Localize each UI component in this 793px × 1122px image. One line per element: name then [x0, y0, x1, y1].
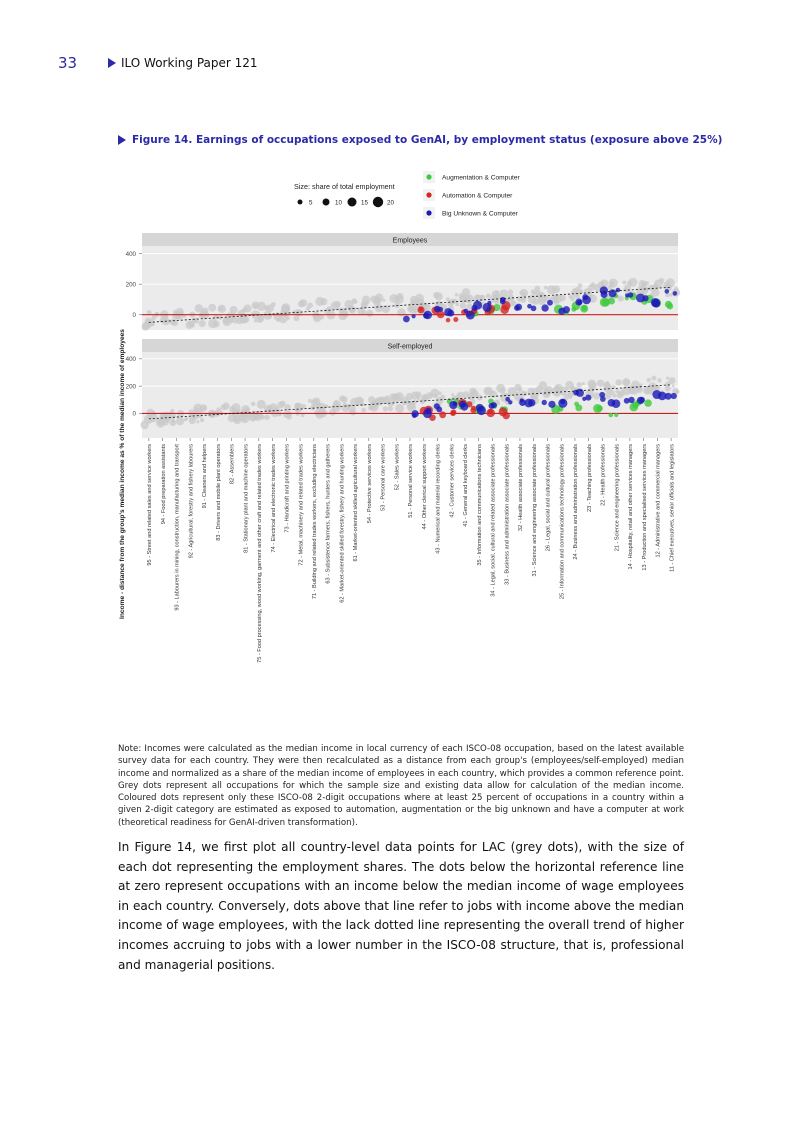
grey-dot — [299, 299, 307, 307]
grey-dot — [537, 297, 545, 305]
grey-dot — [647, 378, 652, 383]
grey-dot — [249, 413, 257, 421]
y-tick-label: 200 — [125, 383, 136, 391]
automation-dot — [453, 317, 458, 322]
x-tick-label: 11 - Chief executives, senior officials and legislators — [669, 444, 676, 572]
grey-dot — [672, 384, 675, 387]
x-tick-label: 73 - Handicraft and printing workers — [284, 444, 291, 533]
grey-dot — [576, 382, 581, 387]
augmentation-dot — [571, 307, 576, 312]
big_unknown-dot — [403, 316, 410, 323]
grey-dot — [243, 307, 248, 312]
big_unknown-dot — [412, 314, 416, 318]
grey-dot — [494, 300, 499, 305]
x-tick-label: 25 - Information and communications technology professionals — [559, 444, 566, 600]
figure-title-text: Figure 14. Earnings of occupations exposed to GenAI, by employment status (exposure above 25%) — [132, 134, 723, 146]
grey-dot — [618, 295, 624, 301]
augmentation-dot — [614, 413, 618, 417]
grey-dot — [496, 384, 505, 393]
grey-dot — [553, 389, 561, 397]
big_unknown-dot — [528, 399, 535, 406]
grey-dot — [569, 295, 573, 299]
grey-dot — [657, 378, 661, 382]
automation-dot — [446, 318, 451, 323]
grey-dot — [350, 409, 356, 415]
big_unknown-dot — [608, 289, 616, 297]
grey-dot — [589, 385, 596, 392]
grey-dot — [560, 295, 566, 301]
augmentation-dot — [667, 303, 673, 309]
size-legend-label: 10 — [335, 199, 342, 207]
grey-dot — [361, 403, 365, 407]
grey-dot — [609, 390, 614, 395]
x-tick-label: 54 - Protective services workers — [366, 444, 373, 524]
grey-dot — [296, 310, 303, 317]
grey-dot — [475, 295, 479, 299]
body-paragraph: In Figure 14, we first plot all country-level data points for LAC (grey dots), with the size of each dot representing the employment shares. The dots below the horizontal reference line at zero represent occupations with an income below the median income of wage employees in each country. Conversely, dots above that line refer to jobs with income above the median income of wage employees, with the lack dotted line representing the overall trend of higher incomes accruing to jobs with a lower number in the ISCO-08 structure, that is, professional and managerial positions. — [118, 840, 684, 972]
grey-dot — [388, 406, 393, 411]
x-tick-label: 75 - Food processing, wood working, garment and other craft and related trades workers — [257, 444, 264, 663]
size-legend-dot — [348, 198, 357, 207]
big_unknown-dot — [673, 291, 678, 296]
x-tick-label: 93 - Labourers in mining, construction, manufacturing and transport — [174, 444, 181, 611]
automation-dot — [439, 411, 446, 418]
grey-dot — [301, 404, 306, 409]
x-tick-label: 26 - Legal, social and cultural professionals — [545, 444, 552, 552]
big_unknown-dot — [548, 401, 555, 408]
grey-dot — [627, 281, 632, 286]
grey-dot — [264, 415, 269, 420]
grey-dot — [366, 310, 373, 317]
grey-dot — [280, 401, 286, 407]
grey-dot — [396, 298, 400, 302]
big_unknown-dot — [585, 395, 591, 401]
x-tick-label: 74 - Electrical and electronic trades workers — [270, 444, 277, 553]
big_unknown-dot — [639, 397, 645, 403]
x-tick-label: 95 - Street and related sales and service workers — [147, 444, 154, 566]
grey-dot — [257, 316, 264, 323]
y-tick-label: 400 — [125, 356, 136, 364]
x-tick-label: 41 - General and keyboard clerks — [463, 444, 470, 527]
grey-dot — [145, 317, 152, 324]
x-tick-label: 12 - Administrative and commercial managers — [655, 444, 662, 558]
x-tick-label: 92 - Agricultural, forestry and fishery labourers — [188, 444, 195, 559]
grey-dot — [200, 418, 204, 422]
grey-dot — [283, 306, 290, 313]
x-tick-label: 63 - Subsistence farmers, fishers, hunters and gatherers — [325, 444, 332, 584]
big_unknown-dot — [411, 410, 418, 417]
big_unknown-dot — [547, 300, 553, 306]
x-tick-label: 94 - Food preparation assistants — [160, 444, 167, 525]
automation-dot — [471, 406, 476, 411]
grey-dot — [279, 314, 288, 323]
grey-dot — [521, 391, 526, 396]
big_unknown-dot — [582, 296, 591, 305]
grey-dot — [438, 391, 442, 395]
x-tick-label: 44 - Other clerical support workers — [421, 444, 428, 530]
grey-dot — [368, 396, 375, 403]
grey-dot — [651, 376, 656, 381]
automation-dot — [499, 407, 508, 416]
figure-note: Note: Incomes were calculated as the median income in local currency of each ISCO-08 occupation, based on the latest available survey data for each country. They were then recalculated as a distance from each group's (employees/self-employed) median income and normalized as a share of the median income of employees in each country, which provides a common reference point. Grey dots represent all occupations for which the sample size and existing data allow for calculation of the median income. Coloured dots represent only these ISCO-08 2-digit occupations where at least 25 percent of occupations in a country within a given 2-digit category are estimated as exposed to automation, augmentation or the big unknown and have a computer at work (theoretical readiness for GenAI-driven transformation). — [118, 744, 684, 828]
grey-dot — [666, 376, 669, 379]
big_unknown-dot — [628, 397, 634, 403]
grey-dot — [615, 379, 622, 386]
legend-label: Big Unknown & Computer — [442, 210, 518, 218]
grey-dot — [389, 393, 396, 400]
x-tick-label: 72 - Metal, machinery and related trades workers — [298, 444, 305, 566]
grey-dot — [460, 302, 466, 308]
big_unknown-dot — [514, 305, 520, 311]
grey-dot — [417, 397, 420, 400]
x-tick-label: 42 - Customer services clerks — [449, 444, 456, 518]
big_unknown-dot — [476, 404, 484, 412]
big_unknown-dot — [665, 289, 670, 294]
grey-dot — [486, 293, 491, 298]
grey-dot — [361, 408, 366, 413]
grey-dot — [480, 295, 484, 299]
y-tick-label: 200 — [125, 281, 136, 289]
grey-dot — [208, 304, 216, 312]
grey-dot — [414, 391, 421, 398]
legend-label: Augmentation & Computer — [442, 174, 520, 182]
grey-dot — [470, 390, 479, 399]
running-header — [108, 56, 258, 70]
legend-label: Automation & Computer — [442, 192, 513, 200]
x-tick-label: 14 - Hospitality, retail and other services managers — [628, 444, 635, 570]
y-tick-label: 0 — [132, 311, 136, 319]
grey-dot — [517, 387, 522, 392]
grey-dot — [151, 322, 155, 326]
size-legend-label: 15 — [361, 199, 368, 207]
big_unknown-dot — [665, 393, 672, 400]
grey-dot — [394, 302, 400, 308]
x-tick-label: 61 - Market-oriented skilled agricultural workers — [353, 444, 360, 562]
big_unknown-dot — [600, 286, 608, 294]
big_unknown-dot — [508, 400, 512, 404]
grey-dot — [341, 396, 347, 402]
grey-dot — [508, 289, 513, 294]
x-tick-label: 62 - Market-oriented skilled forestry, fishery and hunting workers — [339, 444, 346, 603]
grey-dot — [184, 418, 188, 422]
grey-dot — [455, 293, 459, 297]
big_unknown-dot — [520, 398, 524, 402]
big_unknown-dot — [500, 299, 506, 305]
figure-chart — [112, 168, 682, 728]
automation-dot — [450, 410, 456, 416]
grey-dot — [407, 306, 412, 311]
augmentation-dot — [644, 399, 652, 407]
big_unknown-dot — [671, 393, 677, 399]
figure-title — [118, 134, 722, 146]
big_unknown-dot — [434, 403, 440, 409]
grey-dot — [451, 393, 454, 396]
grey-dot — [196, 420, 199, 423]
grey-dot — [462, 288, 470, 296]
x-tick-label: 33 - Business and administration associate professionals — [504, 444, 511, 585]
size-legend-title: Size: share of total employment — [294, 182, 395, 191]
grey-dot — [368, 405, 373, 410]
big_unknown-dot — [576, 389, 584, 397]
x-tick-label: 32 - Health associate professionals — [518, 444, 525, 532]
big_unknown-dot — [560, 399, 565, 404]
grey-dot — [435, 292, 443, 300]
grey-dot — [176, 417, 184, 425]
big_unknown-dot — [636, 293, 645, 302]
big_unknown-dot — [563, 306, 570, 313]
x-tick-label: 71 - Building and related trades workers, excluding electricians — [311, 444, 318, 600]
legend-color-dot — [426, 174, 431, 179]
y-tick-label: 0 — [132, 410, 136, 418]
x-tick-label: 31 - Science and engineering associate professionals — [531, 444, 538, 577]
grey-dot — [674, 287, 679, 292]
grey-dot — [622, 280, 626, 284]
header-title: ILO Working Paper 121 — [121, 56, 258, 70]
grey-dot — [198, 407, 203, 412]
page-number: 33 — [58, 54, 78, 72]
grey-dot — [609, 278, 618, 287]
augmentation-dot — [580, 305, 588, 313]
x-tick-label: 34 - Legal, social, cultural and related associate professionals — [490, 444, 497, 597]
panel-strip-label: Employees — [392, 237, 428, 245]
legend-color-dot — [426, 192, 431, 197]
grey-dot — [213, 320, 220, 327]
x-tick-label: 81 - Stationary plant and machine operators — [243, 444, 250, 553]
grey-dot — [338, 311, 347, 320]
grey-dot — [144, 415, 153, 424]
grey-dot — [170, 409, 174, 413]
grey-dot — [531, 289, 536, 294]
size-legend-dot — [323, 199, 330, 206]
grey-dot — [597, 380, 604, 387]
x-tick-label: 24 - Business and administration professionals — [573, 444, 580, 560]
grey-dot — [251, 402, 256, 407]
grey-dot — [574, 287, 582, 295]
big_unknown-dot — [453, 402, 457, 406]
grey-dot — [373, 298, 381, 306]
legend-color-dot — [426, 210, 431, 215]
grey-dot — [397, 308, 405, 316]
grey-dot — [539, 381, 547, 389]
augmentation-dot — [600, 298, 609, 307]
x-tick-label: 91 - Cleaners and helpers — [202, 444, 209, 509]
grey-dot — [648, 284, 654, 290]
grey-dot — [218, 306, 223, 311]
grey-dot — [175, 311, 184, 320]
grey-dot — [382, 299, 385, 302]
x-tick-label: 83 - Drivers and mobile plant operators — [215, 444, 222, 541]
grey-dot — [193, 318, 199, 324]
grey-dot — [604, 382, 610, 388]
grey-dot — [324, 308, 330, 314]
size-legend-dot — [373, 197, 383, 207]
y-tick-label: 400 — [125, 250, 136, 258]
y-axis-label: Income - distance from the group's median income as % of the median income of employees — [119, 329, 126, 619]
size-legend-label: 5 — [309, 199, 313, 207]
big_unknown-dot — [426, 407, 432, 413]
grey-dot — [213, 315, 218, 320]
grey-dot — [269, 315, 272, 318]
big_unknown-dot — [652, 299, 661, 308]
grey-dot — [199, 320, 206, 327]
x-tick-label: 35 - Information and communications technicians — [476, 444, 483, 566]
grey-dot — [395, 404, 404, 413]
big_unknown-dot — [491, 402, 497, 408]
x-tick-label: 21 - Science and engineering professionals — [614, 444, 621, 552]
x-tick-label: 51 - Personal service workers — [408, 444, 415, 518]
x-tick-label: 43 - Numerical and material recording clerks — [435, 444, 442, 554]
x-tick-label: 53 - Personal care workers — [380, 444, 387, 511]
grey-dot — [308, 399, 312, 403]
big_unknown-dot — [600, 396, 606, 402]
x-tick-label: 82 - Assemblers — [229, 444, 236, 485]
grey-dot — [286, 414, 291, 419]
grey-dot — [666, 278, 675, 287]
grey-dot — [238, 409, 241, 412]
grey-dot — [544, 286, 548, 290]
grey-dot — [668, 377, 675, 384]
grey-dot — [383, 406, 388, 411]
grey-dot — [307, 303, 313, 309]
big_unknown-dot — [575, 299, 582, 306]
grey-dot — [375, 399, 380, 404]
automation-dot — [486, 409, 495, 418]
grey-dot — [294, 403, 300, 409]
panel-strip-label: Self-employed — [387, 343, 433, 351]
big_unknown-dot — [473, 301, 482, 310]
size-legend-label: 20 — [387, 199, 394, 207]
big_unknown-dot — [616, 288, 620, 292]
grey-dot — [542, 390, 550, 398]
header-triangle-icon — [108, 58, 116, 68]
big_unknown-dot — [447, 310, 454, 317]
augmentation-dot — [574, 402, 579, 407]
big_unknown-dot — [466, 311, 475, 320]
x-tick-label: 23 - Teaching professionals — [586, 444, 593, 512]
grey-dot — [222, 402, 229, 409]
big_unknown-dot — [531, 305, 537, 311]
big_unknown-dot — [483, 303, 492, 312]
big_unknown-dot — [541, 304, 548, 311]
grey-dot — [593, 392, 600, 399]
x-tick-label: 13 - Production and specialised services managers — [641, 444, 648, 571]
grey-dot — [331, 301, 340, 310]
grey-dot — [430, 393, 434, 397]
augmentation-dot — [609, 413, 613, 417]
automation-dot — [417, 306, 424, 313]
figure-triangle-icon — [118, 135, 126, 145]
grey-dot — [582, 382, 585, 385]
grey-dot — [216, 407, 221, 412]
big_unknown-dot — [460, 403, 468, 411]
grey-dot — [554, 300, 559, 305]
grey-dot — [485, 388, 491, 394]
big_unknown-dot — [625, 293, 629, 297]
grey-dot — [654, 279, 663, 288]
grey-dot — [271, 302, 276, 307]
grey-dot — [334, 400, 338, 404]
big_unknown-dot — [612, 399, 621, 408]
grey-dot — [622, 378, 630, 386]
big_unknown-dot — [434, 306, 441, 313]
grey-dot — [320, 298, 327, 305]
grey-dot — [348, 305, 351, 308]
big_unknown-dot — [423, 312, 429, 318]
grey-dot — [169, 419, 176, 426]
grey-dot — [552, 285, 560, 293]
x-tick-label: 52 - Sales workers — [394, 444, 401, 491]
grey-dot — [188, 321, 194, 327]
augmentation-dot — [593, 404, 602, 413]
grey-dot — [352, 298, 357, 303]
grey-dot — [520, 289, 528, 297]
augmentation-dot — [608, 297, 615, 304]
grey-dot — [440, 395, 445, 400]
big_unknown-dot — [542, 400, 547, 405]
size-legend-dot — [298, 200, 303, 205]
x-tick-label: 22 - Health professionals — [600, 444, 607, 506]
